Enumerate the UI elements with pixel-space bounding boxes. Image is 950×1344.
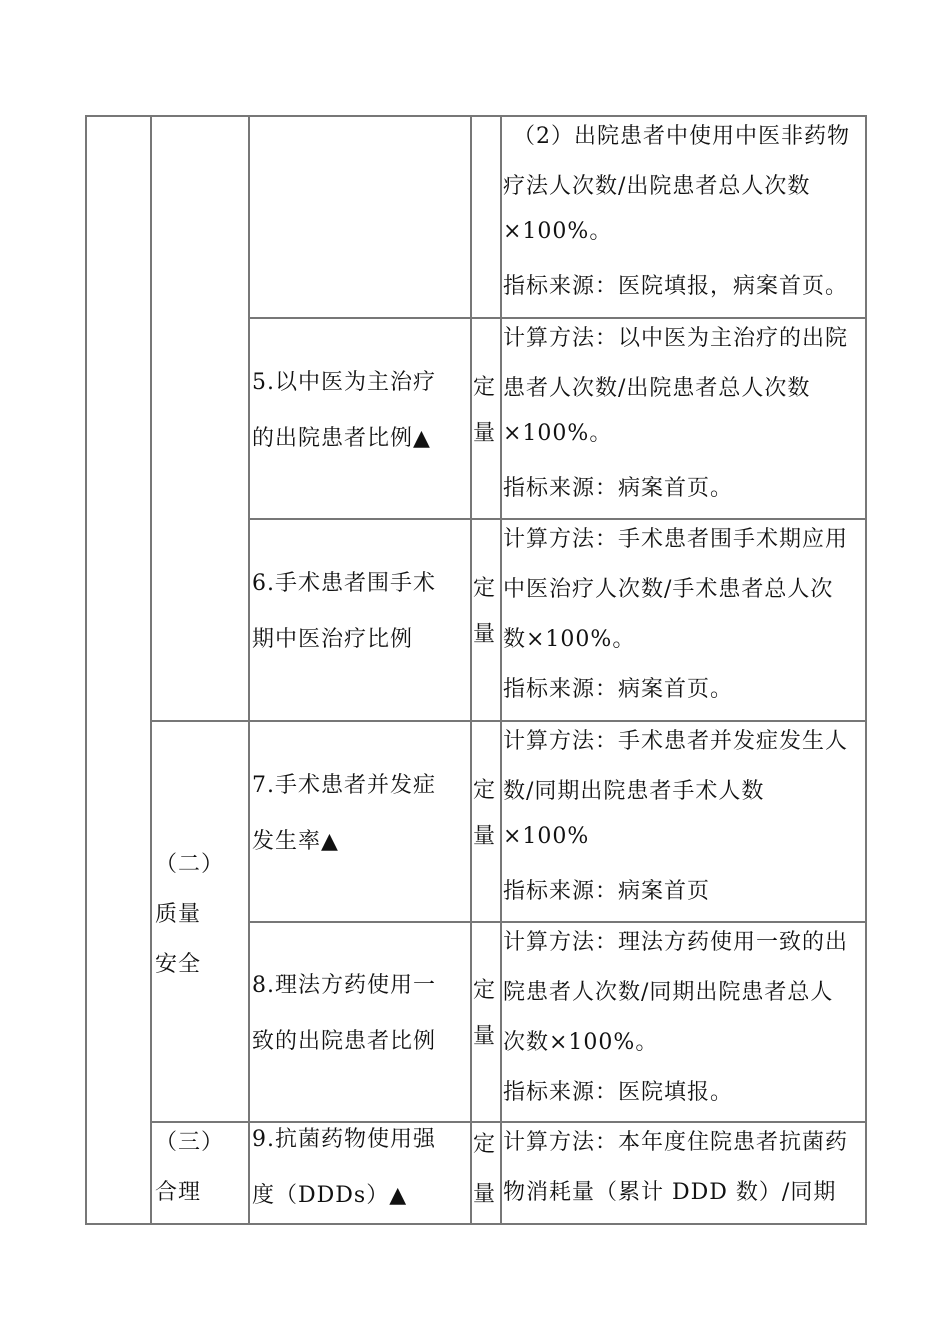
indicator-cell-9 — [252, 1112, 470, 1224]
calc-line: ×100%。 — [503, 219, 613, 244]
category-line: 安全 — [155, 952, 202, 977]
indicator-cell-6 — [252, 556, 470, 668]
indicator-line: 8.理法方药使用一 — [252, 973, 436, 998]
calc-line: （2）出院患者中使用中医非药物 — [513, 124, 850, 149]
calc-line: 数/同期出院患者手术人数 — [503, 779, 765, 804]
indicator-cell-8 — [252, 958, 470, 1070]
type-label: 定量 — [473, 576, 497, 647]
type-label: 定量 — [473, 978, 497, 1049]
calc-line: 计算方法：手术患者并发症发生人 — [503, 729, 849, 754]
indicator-line: 的出院患者比例▲ — [252, 426, 431, 451]
type-label: 定量 — [473, 1132, 497, 1207]
table-divider — [150, 115, 152, 1225]
category-line: （二） — [155, 852, 225, 877]
source-line: 指标来源：医院填报，病案首页。 — [503, 274, 849, 299]
indicator-cell-7 — [252, 758, 470, 870]
source-line: 指标来源：病案首页 — [503, 879, 711, 904]
table-divider — [248, 115, 250, 1225]
indicator-line: 7.手术患者并发症 — [252, 773, 436, 798]
table-border-bottom — [85, 1223, 867, 1225]
type-cell-8 — [473, 968, 499, 1060]
category-line: 合理 — [155, 1180, 202, 1205]
type-label: 定量 — [473, 778, 497, 849]
indicator-line: 致的出院患者比例 — [252, 1029, 437, 1054]
table-divider — [500, 115, 502, 1225]
calc-cell-9 — [503, 1118, 868, 1218]
calc-cell-row1 — [503, 112, 868, 312]
calc-line: 计算方法：本年度住院患者抗菌药 — [503, 1130, 849, 1155]
indicator-line: 发生率▲ — [252, 829, 339, 854]
type-cell-7 — [473, 768, 499, 860]
indicator-line: 5.以中医为主治疗 — [252, 370, 436, 395]
calc-line: 物消耗量（累计 DDD 数）/同期 — [503, 1180, 837, 1205]
indicator-line: 6.手术患者围手术 — [252, 571, 436, 596]
calc-line: ×100% — [503, 824, 590, 849]
calc-line: 计算方法：理法方药使用一致的出 — [503, 930, 849, 955]
category-line: 质量 — [155, 902, 202, 927]
indicator-cell-5 — [252, 355, 470, 467]
table-border-left — [85, 115, 87, 1225]
category-rational — [155, 1118, 247, 1218]
category-quality-safety — [155, 840, 247, 990]
indicator-line: 9.抗菌药物使用强 — [252, 1127, 436, 1152]
table-divider — [470, 115, 472, 1225]
calc-line: 院患者人次数/同期出院患者总人 — [503, 980, 834, 1005]
calc-cell-5 — [503, 314, 868, 514]
source-line: 指标来源：医院填报。 — [503, 1080, 734, 1105]
calc-line: 疗法人次数/出院患者总人次数 — [503, 174, 811, 199]
type-cell-5 — [473, 365, 499, 457]
calc-line: 次数×100%。 — [503, 1030, 659, 1055]
calc-line: 中医治疗人次数/手术患者总人次 — [503, 577, 834, 602]
calc-line: 计算方法：以中医为主治疗的出院 — [503, 326, 849, 351]
type-label: 定量 — [473, 375, 497, 446]
type-cell-9 — [473, 1120, 499, 1220]
calc-cell-8 — [503, 918, 868, 1118]
indicator-line: 度（DDDs）▲ — [252, 1183, 408, 1208]
calc-line: ×100%。 — [503, 421, 613, 446]
calc-line: 计算方法：手术患者围手术期应用 — [503, 527, 849, 552]
source-line: 指标来源：病案首页。 — [503, 476, 734, 501]
category-line: （三） — [155, 1130, 225, 1155]
calc-line: 数×100%。 — [503, 627, 636, 652]
type-cell-6 — [473, 566, 499, 658]
source-line: 指标来源：病案首页。 — [503, 677, 734, 702]
calc-line: 患者人次数/出院患者总人次数 — [503, 376, 811, 401]
calc-cell-6 — [503, 515, 868, 715]
calc-cell-7 — [503, 717, 868, 917]
indicator-line: 期中医治疗比例 — [252, 627, 414, 652]
